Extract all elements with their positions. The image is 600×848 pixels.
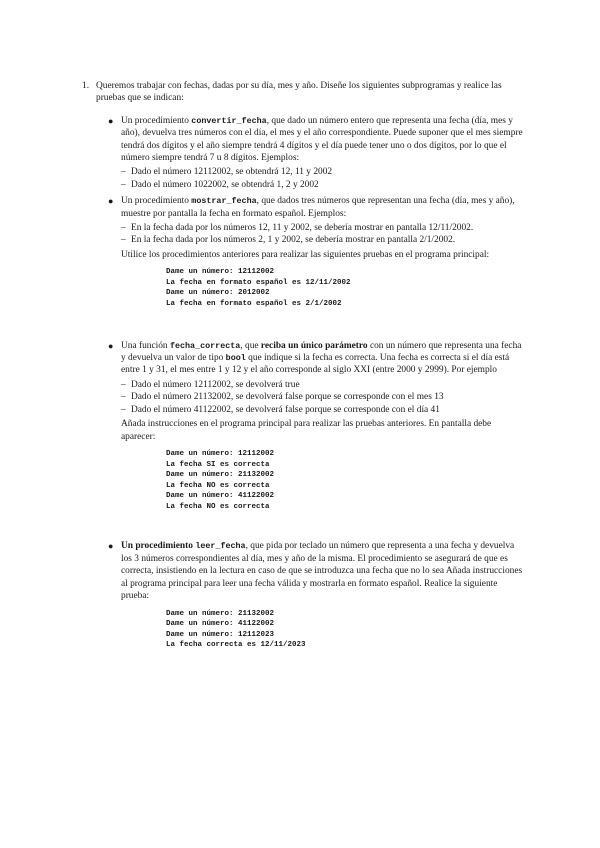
- console-output: [166, 449, 526, 513]
- output-line: Dame un número: 2012002: [166, 289, 270, 298]
- output-line: La fecha SI es correcta: [166, 460, 270, 469]
- output-line: Dame un número: 21132002: [166, 471, 275, 480]
- bold-phrase: Un procedimiento: [121, 541, 193, 552]
- bullet-icon: ●: [108, 115, 114, 126]
- code-name: leer_fecha: [195, 541, 246, 552]
- text-pre: Un procedimiento: [121, 115, 192, 126]
- text-desc-a: con un número que representa una fecha y devuelva un valor de tipo: [121, 340, 522, 364]
- bullet-description: [121, 195, 526, 220]
- output-line: La fecha en formato español es 12/11/2002: [166, 278, 351, 287]
- text-desc: , que dado un número entero que representa una fecha (día, mes y año), devuelva tres números con el día, el mes y el año correspondiente. Puede suponer que el mes siempre tendrá dos dígitos y el año siempre tendrá 4 dígitos y el día puede tener uno o dos dígitos, por lo que el número siempre tendrá 7 u 8 dígitos. Ejemplos:: [121, 115, 523, 164]
- after-text: Utilice los procedimientos anteriores para realizar las siguientes pruebas en el programa principal:: [121, 249, 490, 260]
- output-line: Dame un número: 12112002: [166, 449, 275, 458]
- text-pre-bold: , que: [240, 340, 261, 351]
- dash-icon: –: [121, 179, 126, 190]
- console-output: [166, 609, 526, 651]
- problem-1: [82, 80, 526, 651]
- output-line: La fecha NO es correcta: [166, 481, 270, 490]
- output-line: Dame un número: 12112023: [166, 630, 275, 639]
- example-item: [121, 234, 526, 246]
- bullet-description: [121, 115, 526, 165]
- output-line: La fecha en formato español es 2/1/2002: [166, 300, 342, 309]
- example-text: En la fecha dada por los números 2, 1 y 2002, se debería mostrar en pantalla 2/1/2002.: [131, 235, 456, 246]
- text-pre: Un procedimiento: [121, 196, 192, 207]
- dash-icon: –: [121, 235, 126, 246]
- text-desc: , que dados tres números que representan una fecha (día, mes y año), muestre por pantalla la fecha en formato español. Ejemplos:: [121, 196, 515, 219]
- bullet-leer-fecha: [96, 540, 526, 650]
- bullet-fecha-correcta: [96, 340, 526, 513]
- output-line: Dame un número: 12112002: [166, 268, 275, 277]
- example-item: [121, 222, 526, 234]
- bullet-mostrar-fecha: [96, 195, 526, 309]
- output-line: La fecha correcta es 12/11/2023: [166, 641, 306, 650]
- bold-phrase: reciba un único parámetro: [260, 340, 368, 351]
- example-item: [121, 166, 526, 178]
- example-text: Dado el número 12112002, se obtendrá 12, 11 y 2002: [131, 167, 333, 178]
- example-text: En la fecha dada por los números 12, 11 y 2002, se debería mostrar en pantalla 12/11/2002.: [131, 223, 474, 234]
- code-name: fecha_correcta: [169, 340, 241, 351]
- code-type: bool: [225, 353, 246, 364]
- code-name: mostrar_fecha: [191, 196, 257, 207]
- dash-icon: –: [121, 392, 126, 403]
- text-desc: , que pida por teclado un número que representa a una fecha y devuelva los 3 números correspondientes al día, mes y año de la misma. El procedimiento se asegurará de que es correcta, insistiendo en la lectura en caso de que se introduzca una fecha que no lo sea Añada instrucciones al programa principal para leer una fecha válida y mostrarla en formato español. Realice la siguiente prueba:: [121, 541, 523, 602]
- output-line: La fecha NO es correcta: [166, 502, 270, 511]
- bullet-description: [121, 540, 526, 602]
- bullet-icon: ●: [108, 541, 114, 552]
- text-pre: Una función: [121, 340, 170, 351]
- bullet-convertir-fecha: [96, 115, 526, 191]
- problem-number: 1.: [82, 81, 90, 91]
- example-item: [121, 391, 526, 403]
- console-output: [166, 267, 526, 309]
- bullet-icon: ●: [108, 196, 114, 207]
- after-text: Añada instrucciones en el programa principal para realizar las pruebas anteriores. En pantalla debe aparecer:: [121, 419, 492, 442]
- example-text: Dado el número 21132002, se devolverá false porque se corresponde con el mes 13: [131, 392, 444, 403]
- dash-icon: –: [121, 379, 126, 390]
- output-line: Dame un número: 41122002: [166, 492, 275, 501]
- bullet-icon: ●: [108, 340, 114, 351]
- dash-icon: –: [121, 404, 126, 415]
- example-item: [121, 179, 526, 191]
- output-line: Dame un número: 21132002: [166, 609, 275, 618]
- example-text: Dado el número 12112002, se devolverá true: [131, 379, 300, 390]
- output-line: Dame un número: 41122002: [166, 620, 275, 629]
- example-item: [121, 404, 526, 416]
- page-content: [82, 80, 526, 651]
- dash-icon: –: [121, 223, 126, 234]
- dash-icon: –: [121, 167, 126, 178]
- text-desc-b: que indique si la fecha es correcta. Una fecha es correcta si el día está entre 1 y 31, el mes entre 1 y 12 y el año corresponde al siglo XXI (entre 2000 y 2999). Por ejemplo: [121, 353, 510, 376]
- bullet-description: [121, 340, 526, 377]
- example-text: Dado el número 41122002, se devolverá false porque se corresponde con el día 41: [131, 404, 440, 415]
- problem-intro: Queremos trabajar con fechas, dadas por su día, mes y año. Diseñe los siguientes subprogramas y realice las pruebas que se indican:: [96, 81, 502, 104]
- example-item: [121, 379, 526, 391]
- code-name: convertir_fecha: [191, 115, 267, 126]
- example-text: Dado el número 1022002, se obtendrá 1, 2 y 2002: [131, 179, 319, 190]
